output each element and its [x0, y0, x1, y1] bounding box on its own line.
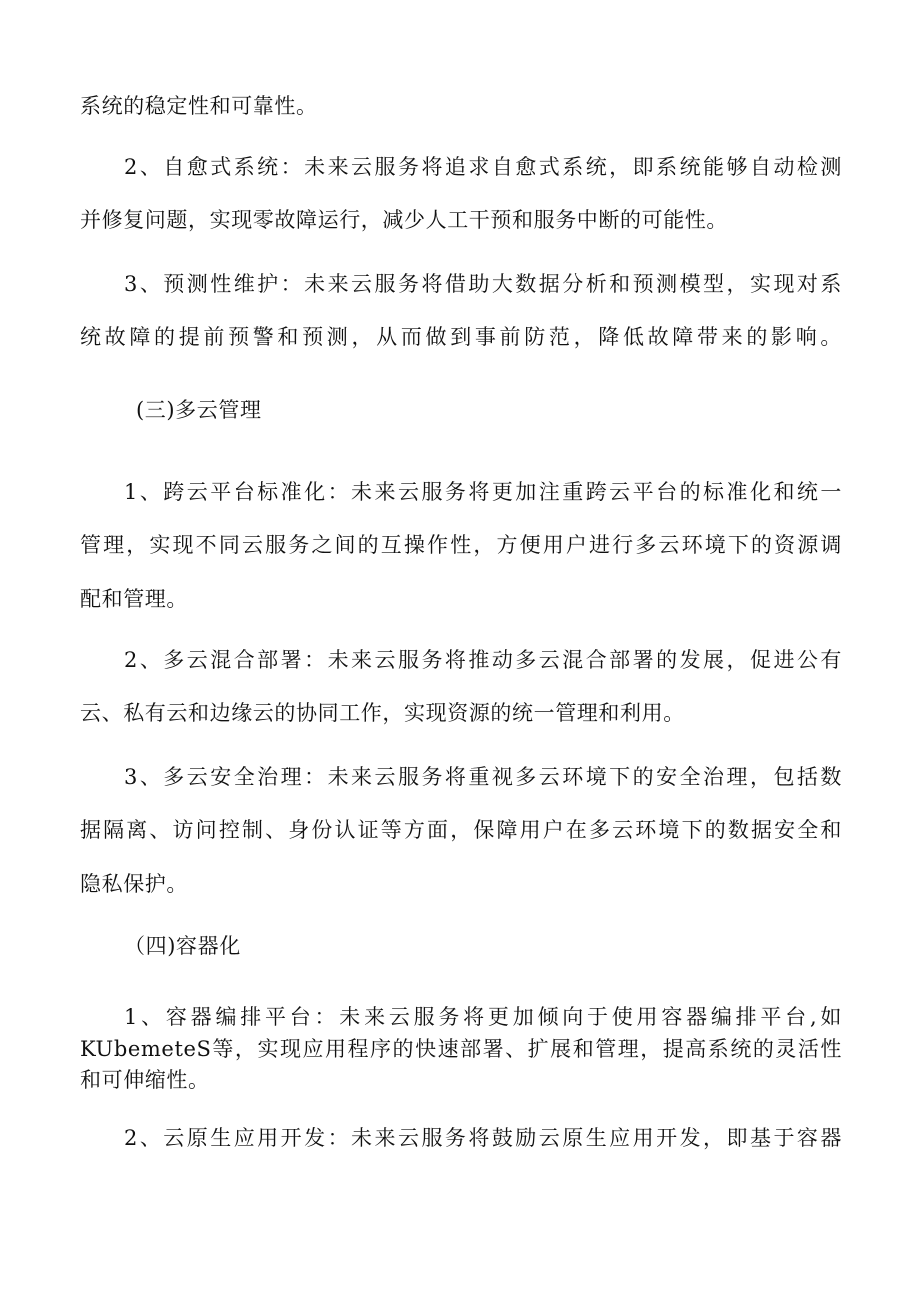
paragraph-line: 2、云原生应用开发：未来云服务将鼓励云原生应用开发，即基于容器	[124, 1126, 842, 1150]
paragraph-line: 3、预测性维护：未来云服务将借助大数据分析和预测模型，实现对系	[124, 272, 842, 296]
paragraph-line: 据隔离、访问控制、身份认证等方面，保障用户在多云环境下的数据安全和	[80, 818, 842, 842]
section-heading: (三)多云管理	[136, 398, 262, 422]
paragraph-line: 3、多云安全治理：未来云服务将重视多云环境下的安全治理，包括数	[124, 765, 842, 789]
paragraph-line: 隐私保护。	[80, 872, 188, 896]
paragraph-line: 统故障的提前预警和预测，从而做到事前防范，降低故障带来的影响。	[80, 325, 842, 349]
paragraph-line: 云、私有云和边缘云的协同工作，实现资源的统一管理和利用。	[80, 701, 685, 725]
paragraph-line: 并修复问题，实现零故障运行，减少人工干预和服务中断的可能性。	[80, 208, 728, 232]
paragraph-line: KUbemeteS等，实现应用程序的快速部署、扩展和管理，提高系统的灵活性	[80, 1037, 842, 1061]
paragraph-line: 配和管理。	[80, 587, 188, 611]
paragraph-line: 和可伸缩性。	[80, 1068, 210, 1092]
paragraph-line: 1、跨云平台标准化：未来云服务将更加注重跨云平台的标准化和统一	[124, 480, 842, 504]
paragraph-line: 系统的稳定性和可靠性。	[80, 94, 318, 118]
section-heading: （四)容器化	[124, 934, 241, 958]
paragraph-line: 2、多云混合部署：未来云服务将推动多云混合部署的发展，促进公有	[124, 648, 842, 672]
paragraph-line: 管理，实现不同云服务之间的互操作性，方便用户进行多云环境下的资源调	[80, 533, 842, 557]
paragraph-line: 2、自愈式系统：未来云服务将追求自愈式系统，即系统能够自动检测	[124, 155, 842, 179]
paragraph-line: 1、容器编排平台：未来云服务将更加倾向于使用容器编排平台,如	[124, 1005, 842, 1029]
